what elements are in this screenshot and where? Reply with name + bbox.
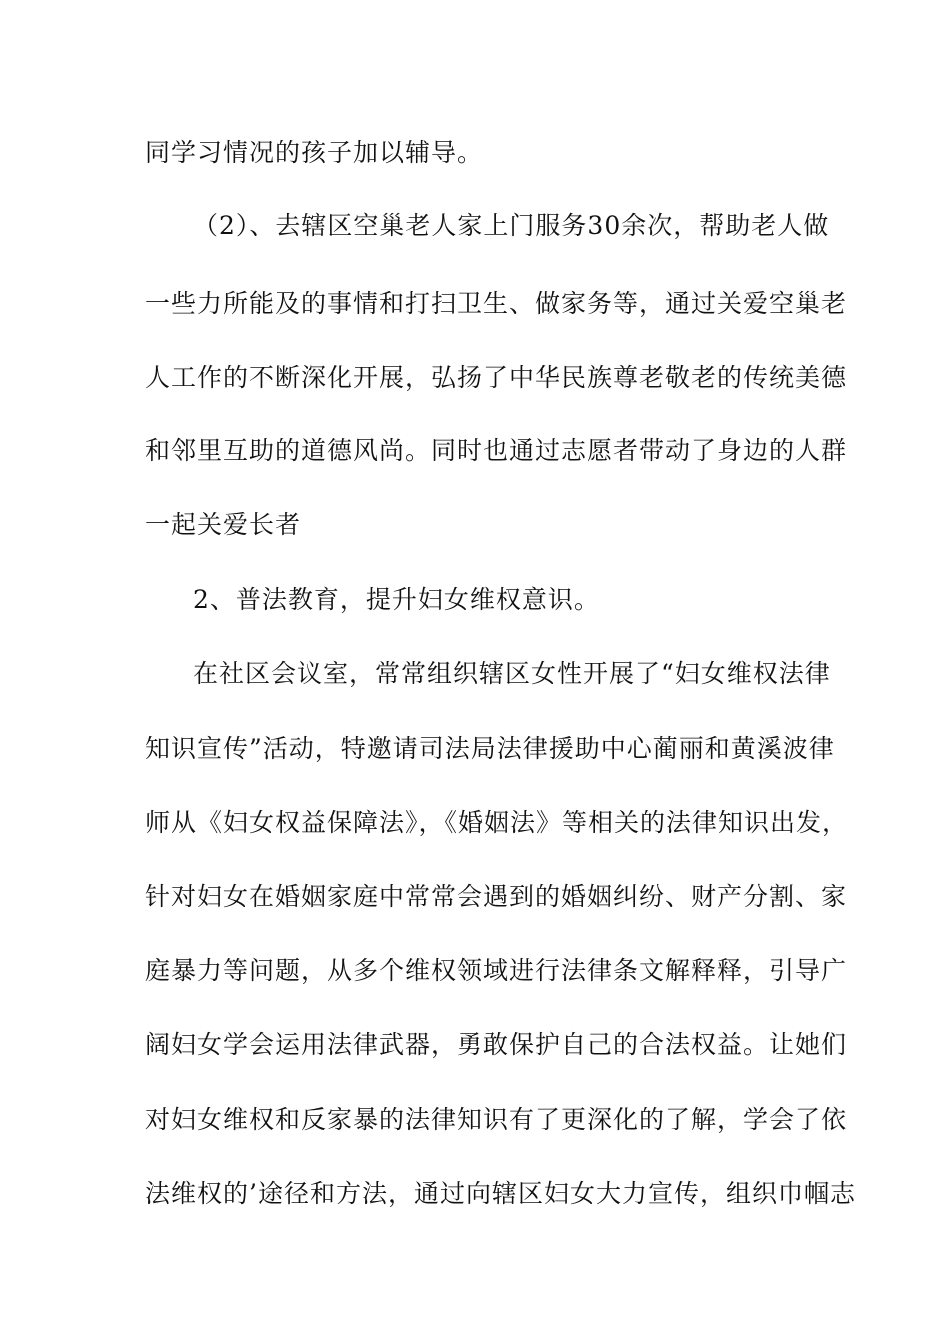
section-heading: 2、普法教育，提升妇女维权意识。 xyxy=(193,585,600,614)
paragraph-line: 知识宣传”活动，特邀请司法局法律援助中心蔺丽和黄溪波律 xyxy=(145,734,835,763)
paragraph-line: 阔妇女学会运用法律武器，勇敢保护自己的合法权益。让她们 xyxy=(145,1030,848,1059)
paragraph-line: 在社区会议室，常常组织辖区女性开展了“妇女维权法律 xyxy=(193,659,831,688)
paragraph-line: 人工作的不断深化开展，弘扬了中华民族尊老敬老的传统美德 xyxy=(145,363,848,392)
paragraph-line: 和邻里互助的道德风尚。同时也通过志愿者带动了身边的人群 xyxy=(145,436,848,465)
paragraph-line: 对妇女维权和反家暴的法律知识有了更深化的了解，学会了依 xyxy=(145,1105,848,1134)
paragraph-line: 师从《妇女权益保障法》，《婚姻法》等相关的法律知识出发， xyxy=(145,808,849,837)
paragraph-line: 针对妇女在婚姻家庭中常常会遇到的婚姻纠纷、财产分割、家 xyxy=(145,882,848,911)
paragraph-line: 法维权的’途径和方法，通过向辖区妇女大力宣传，组织巾帼志 xyxy=(145,1179,856,1208)
paragraph-line: （2）、去辖区空巢老人家上门服务30余次，帮助老人做 xyxy=(193,211,830,240)
paragraph-line: 一些力所能及的事情和打扫卫生、做家务等，通过关爱空巢老 xyxy=(145,289,848,318)
paragraph-line: 一起关爱长者 xyxy=(145,510,302,539)
paragraph-line: 同学习情况的孩子加以辅导。 xyxy=(145,138,484,167)
paragraph-line: 庭暴力等问题，从多个维权领域进行法律条文解释释，引导广 xyxy=(145,956,848,985)
